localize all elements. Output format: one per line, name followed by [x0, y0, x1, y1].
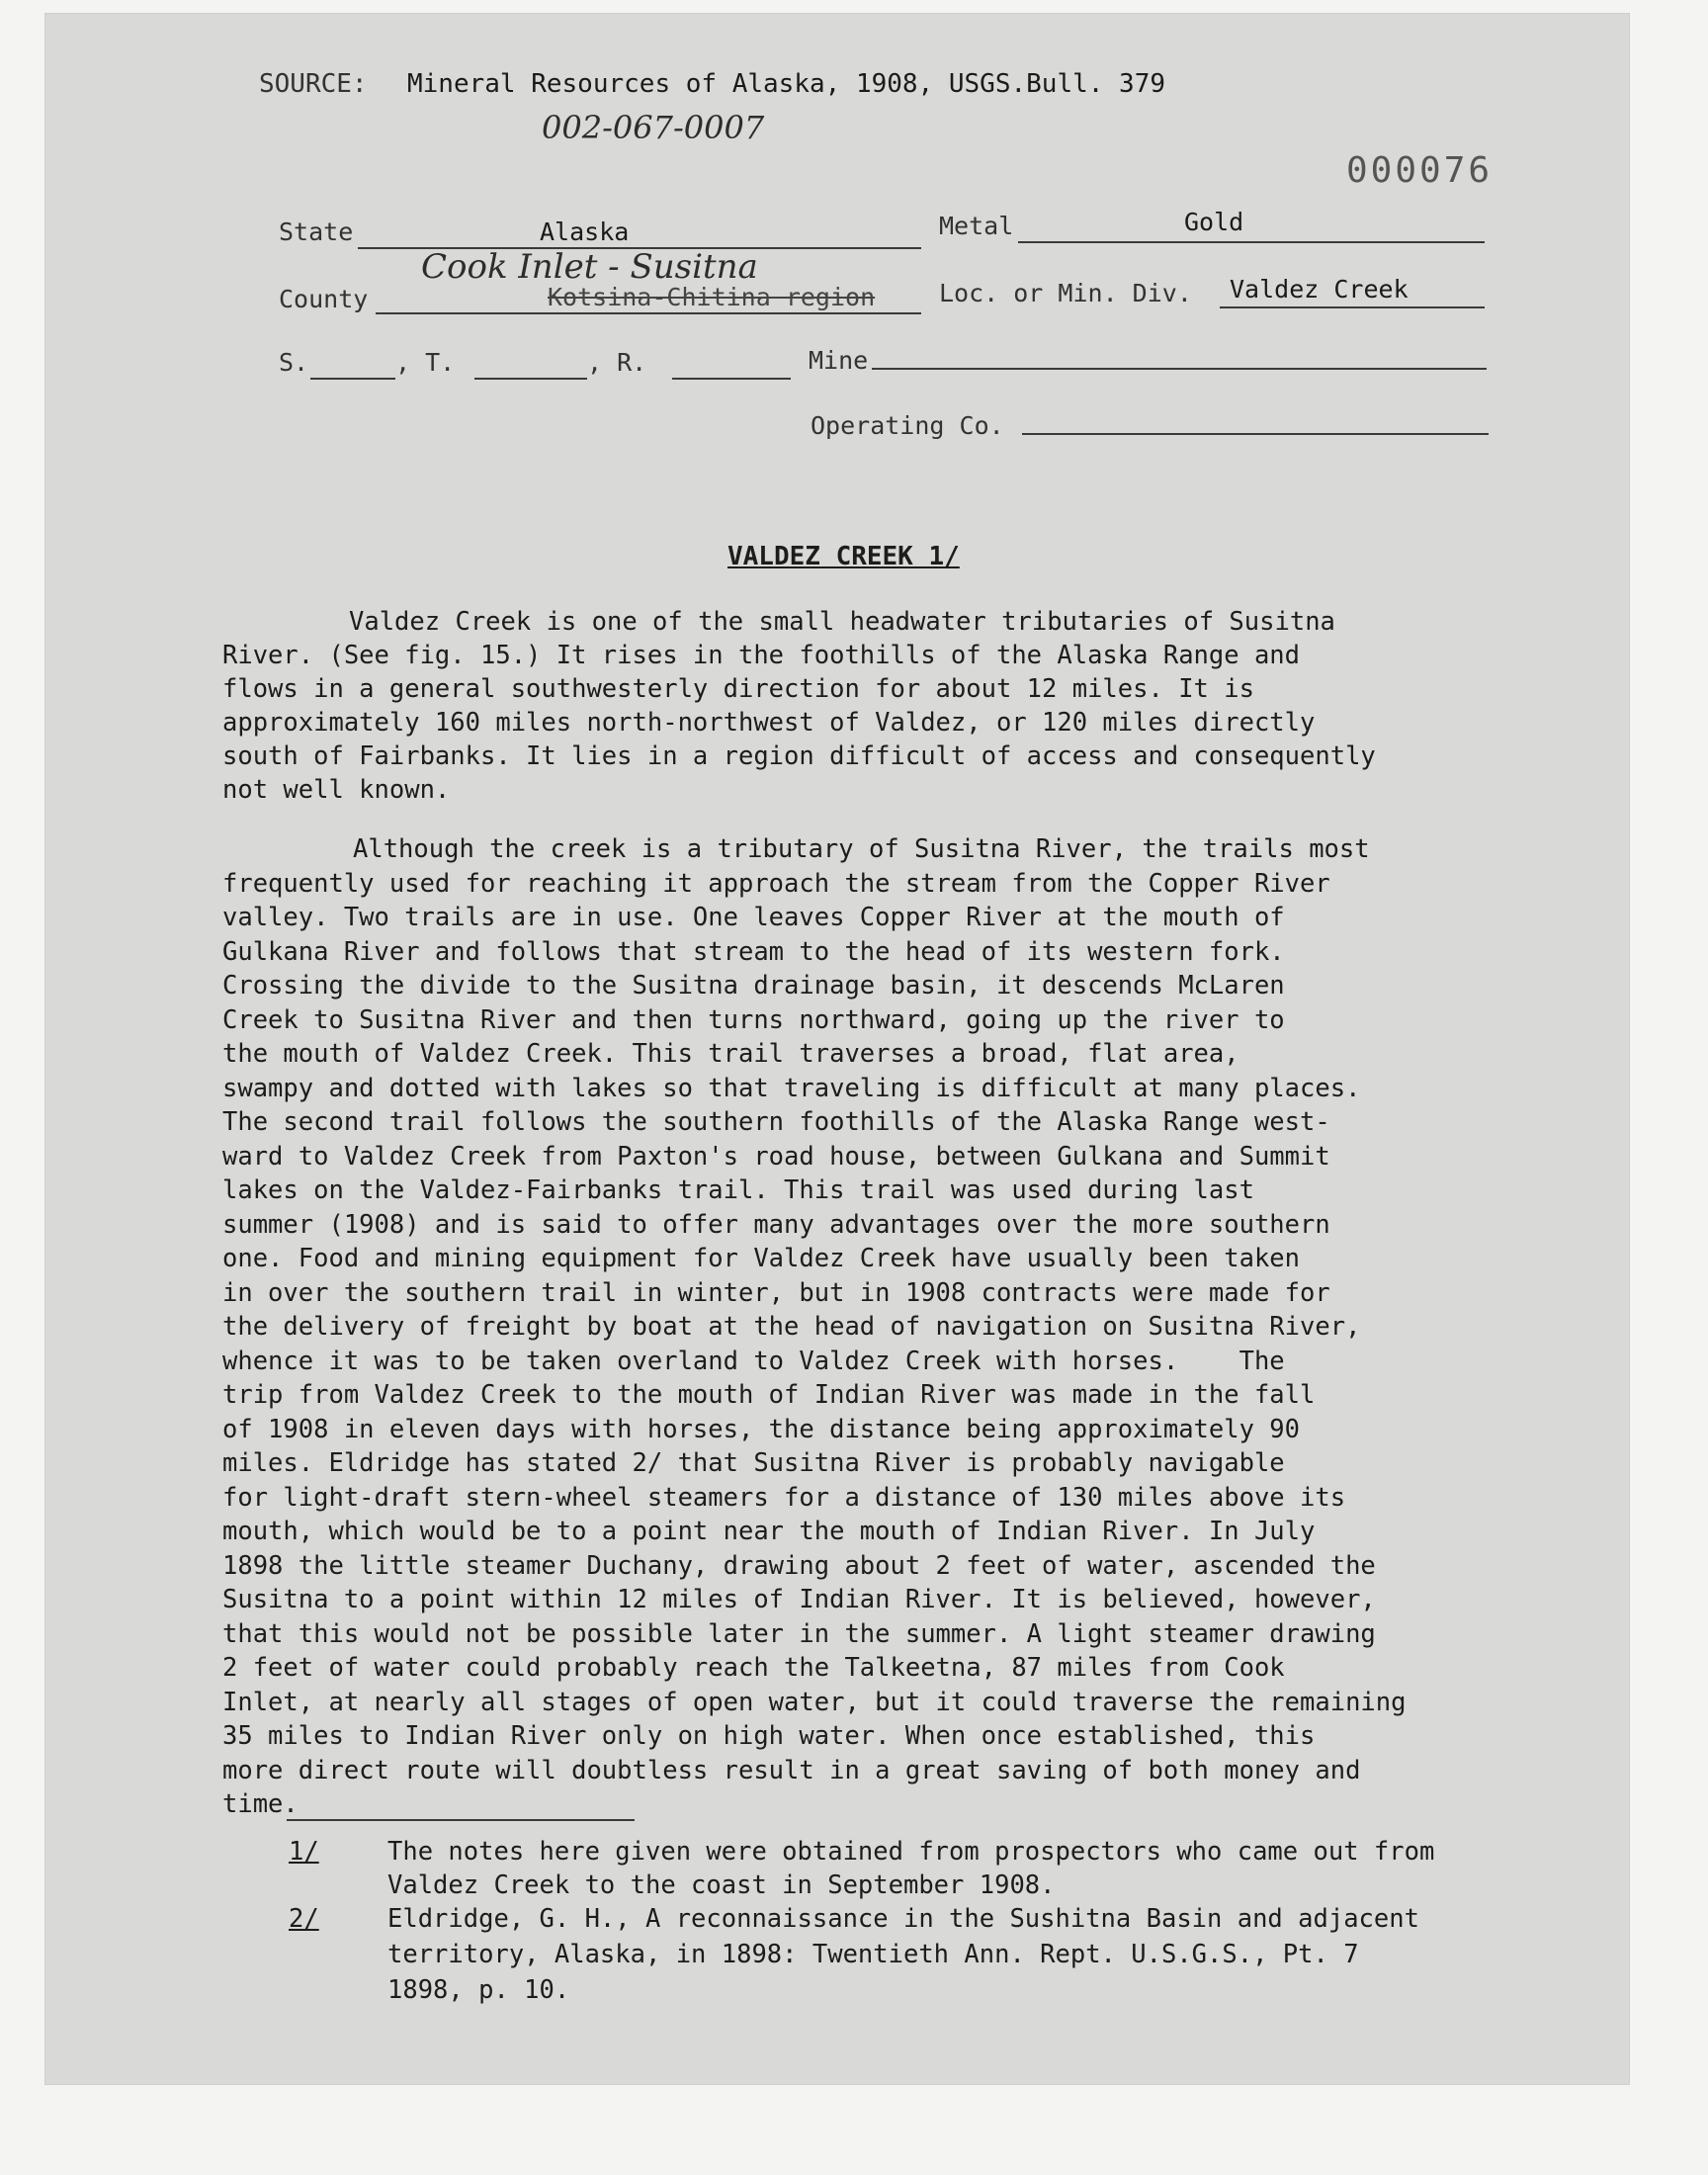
- p2-line: one. Food and mining equipment for Valdez Creek have usually been taken: [222, 1244, 1301, 1273]
- p2-line: in over the southern trail in winter, but in 1908 contracts were made for: [222, 1277, 1330, 1308]
- p2-line: the mouth of Valdez Creek. This trail traverses a broad, flat area,: [222, 1039, 1239, 1069]
- county-handwritten: Cook Inlet - Susitna: [421, 247, 758, 287]
- p2-line: Although the creek is a tributary of Susitna River, the trails most: [353, 834, 1370, 864]
- s-line: [310, 378, 395, 380]
- p2-line: The second trail follows the southern foothills of the Alaska Range west-: [222, 1107, 1330, 1137]
- p2-line: for light-draft stern-wheel steamers for a distance of 130 miles above its: [222, 1482, 1346, 1513]
- operating-co-label: Operating Co.: [811, 411, 1004, 440]
- county-line: [376, 312, 921, 314]
- state-value: Alaska: [540, 218, 630, 246]
- source-label: SOURCE:: [259, 69, 368, 99]
- handwritten-id: 002-067-0007: [542, 109, 765, 146]
- t-line: [474, 378, 587, 380]
- p2-line: summer (1908) and is said to offer many advantages over the more southern: [222, 1209, 1330, 1240]
- p2-line: lakes on the Valdez-Fairbanks trail. This trail was used during last: [222, 1175, 1254, 1205]
- p2-line: mouth, which would be to a point near the mouth of Indian River. In July: [222, 1517, 1316, 1546]
- metal-value: Gold: [1184, 208, 1244, 236]
- p2-line: ward to Valdez Creek from Paxton's road house, between Gulkana and Summit: [222, 1141, 1330, 1172]
- footnote-rule: [287, 1819, 635, 1821]
- p2-line: Crossing the divide to the Susitna drainage basin, it descends McLaren: [222, 971, 1285, 1000]
- mine-line: [872, 368, 1487, 370]
- t-label: , T.: [395, 348, 456, 377]
- p2-line: valley. Two trails are in use. One leaves Copper River at the mouth of: [222, 903, 1285, 932]
- footnote-line: Eldridge, G. H., A reconnaissance in the Sushitna Basin and adjacent: [387, 1904, 1419, 1934]
- p2-line: whence it was to be taken overland to Valdez Creek with horses. The: [222, 1346, 1285, 1376]
- metal-line: [1018, 241, 1485, 243]
- paragraph-2: [222, 832, 1537, 1822]
- p1-line: River. (See fig. 15.) It rises in the foothills of the Alaska Range and: [222, 641, 1301, 670]
- p2-line: the delivery of freight by boat at the head of navigation on Susitna River,: [222, 1312, 1361, 1342]
- county-label: County: [279, 285, 369, 313]
- p2-line: Gulkana River and follows that stream to the head of its western fork.: [222, 936, 1285, 967]
- p2-line: Susitna to a point within 12 miles of Indian River. It is believed, however,: [222, 1585, 1376, 1614]
- p2-line: frequently used for reaching it approach the stream from the Copper River: [222, 868, 1330, 899]
- metal-label: Metal: [939, 212, 1014, 240]
- p2-line: more direct route will doubtless result in a great saving of both money and: [222, 1755, 1361, 1785]
- p2-line: that this would not be possible later in the summer. A light steamer drawing: [222, 1618, 1376, 1649]
- state-label: State: [279, 218, 354, 246]
- footnote-number: 1/: [289, 1837, 319, 1867]
- s-label: S.: [279, 348, 309, 377]
- p2-line: swampy and dotted with lakes so that traveling is difficult at many places.: [222, 1073, 1361, 1103]
- county-struck: Kotsina-Chitina region: [548, 283, 876, 311]
- locdiv-value: Valdez Creek: [1230, 275, 1409, 304]
- stamp-number: 000076: [1346, 150, 1494, 191]
- p1-line: approximately 160 miles north-northwest of Valdez, or 120 miles directly: [222, 708, 1316, 738]
- p2-line: Creek to Susitna River and then turns northward, going up the river to: [222, 1004, 1285, 1035]
- footnote-number: 2/: [289, 1904, 319, 1934]
- paragraph-1: [222, 605, 1537, 807]
- p1-line: not well known.: [222, 775, 451, 805]
- locdiv-line: [1220, 306, 1485, 308]
- locdiv-label: Loc. or Min. Div.: [939, 279, 1192, 307]
- r-label: , R.: [587, 348, 647, 377]
- footnote-line: 1898, p. 10.: [387, 1975, 570, 2005]
- r-line: [672, 378, 791, 380]
- footnote-2: [289, 1902, 1574, 2011]
- p2-line: time.: [222, 1789, 299, 1819]
- footnote-line: territory, Alaska, in 1898: Twentieth Ann. Rept. U.S.G.S., Pt. 7: [387, 1940, 1359, 1969]
- p2-line: trip from Valdez Creek to the mouth of Indian River was made in the fall: [222, 1380, 1316, 1410]
- p2-line: 35 miles to Indian River only on high water. When once established, this: [222, 1721, 1316, 1751]
- mine-label: Mine: [809, 346, 869, 375]
- p1-line: south of Fairbanks. It lies in a region difficult of access and consequently: [222, 741, 1376, 771]
- p2-line: 2 feet of water could probably reach the Talkeetna, 87 miles from Cook: [222, 1653, 1285, 1683]
- operating-co-line: [1022, 433, 1489, 435]
- p1-line: Valdez Creek is one of the small headwater tributaries of Susitna: [349, 607, 1335, 637]
- p2-line: Inlet, at nearly all stages of open water, but it could traverse the remaining: [222, 1687, 1407, 1717]
- p2-line: of 1908 in eleven days with horses, the distance being approximately 90: [222, 1414, 1301, 1444]
- p1-line: flows in a general southwesterly direction for about 12 miles. It is: [222, 674, 1254, 704]
- document-title: VALDEZ CREEK 1/: [727, 542, 960, 571]
- source-text: Mineral Resources of Alaska, 1908, USGS.Bull. 379: [407, 69, 1166, 99]
- p2-line: miles. Eldridge has stated 2/ that Susitna River is probably navigable: [222, 1448, 1285, 1478]
- footnote-line: Valdez Creek to the coast in September 1908.: [387, 1870, 1056, 1900]
- p2-line: 1898 the little steamer Duchany, drawing about 2 feet of water, ascended the: [222, 1550, 1376, 1581]
- footnote-1: [289, 1835, 1574, 1904]
- footnote-line: The notes here given were obtained from prospectors who came out from: [387, 1837, 1435, 1867]
